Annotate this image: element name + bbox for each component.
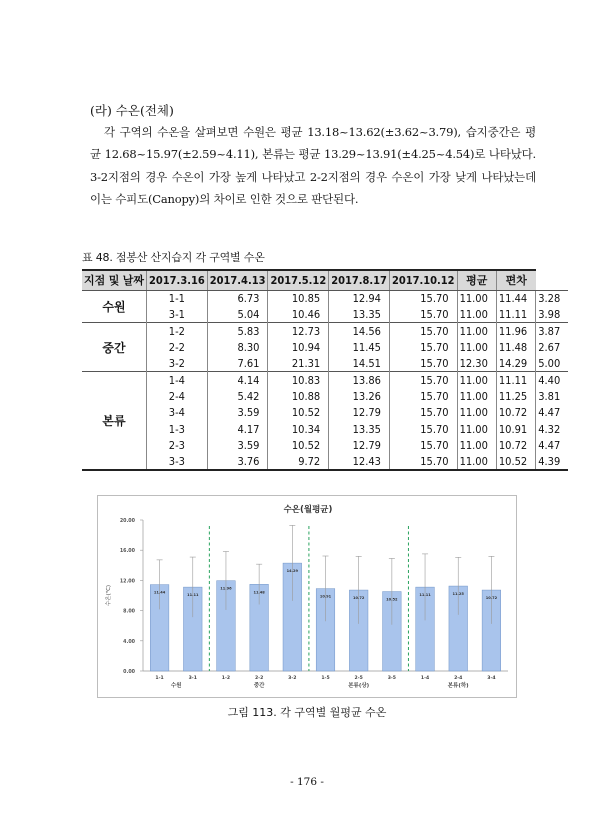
group-axis-label: 중간 [253, 683, 265, 689]
value-cell: 15.70 [389, 372, 457, 388]
value-cell: 13.35 [329, 306, 390, 322]
value-cell: 3.28 [536, 290, 569, 306]
value-cell: 11.00 [457, 421, 496, 437]
value-cell: 10.46 [268, 306, 329, 322]
table-header-row [82, 270, 568, 290]
value-cell: 12.79 [329, 405, 390, 421]
value-cell: 4.14 [207, 372, 268, 388]
value-cell: 15.70 [389, 339, 457, 355]
site-cell: 3-4 [147, 405, 208, 421]
bar-value-label: 11.11 [187, 593, 199, 598]
value-cell: 11.00 [457, 306, 496, 322]
x-tick-label: 2-2 [254, 676, 264, 681]
value-cell: 10.72 [496, 405, 535, 421]
site-cell: 1-3 [147, 421, 208, 437]
bar-value-label: 10.91 [319, 594, 332, 599]
site-cell: 1-2 [147, 323, 208, 339]
bar-value-label: 14.29 [286, 569, 299, 574]
table-row [82, 306, 568, 322]
value-cell: 12.79 [329, 438, 390, 454]
value-cell: 11.00 [457, 438, 496, 454]
header-date-1: 2017.3.16 [147, 270, 208, 290]
x-tick-label: 3-5 [387, 676, 397, 681]
section-heading: (라) 수온(전체) [90, 103, 174, 118]
site-cell: 3-2 [147, 356, 208, 372]
value-cell: 15.70 [389, 323, 457, 339]
site-cell: 1-1 [147, 290, 208, 306]
value-cell: 15.70 [389, 306, 457, 322]
chart-svg [98, 496, 518, 699]
value-cell: 11.44 [496, 290, 535, 306]
value-cell: 12.94 [329, 290, 390, 306]
table-row [82, 405, 568, 421]
value-cell: 21.31 [268, 356, 329, 372]
bar-value-label: 11.96 [220, 586, 232, 591]
value-cell: 10.94 [268, 339, 329, 355]
site-cell: 2-3 [147, 438, 208, 454]
value-cell: 11.00 [457, 388, 496, 404]
x-tick-label: 1-5 [321, 676, 330, 681]
bar-value-label: 11.44 [153, 590, 166, 595]
value-cell: 4.17 [207, 421, 268, 437]
value-cell: 3.81 [536, 388, 569, 404]
table-row [82, 323, 568, 339]
value-cell: 6.73 [207, 290, 268, 306]
value-cell: 12.73 [268, 323, 329, 339]
value-cell: 13.35 [329, 421, 390, 437]
header-date-4: 2017.8.17 [329, 270, 390, 290]
header-date-2: 2017.4.13 [207, 270, 268, 290]
temperature-chart [97, 495, 517, 698]
table-row [82, 438, 568, 454]
group-label: 본류 [82, 372, 147, 470]
section-paragraph: 각 구역의 수온을 살펴보면 수원은 평균 13.18~13.62(±3.62~3.79), 습지중간은 평균 12.68~15.97(±2.59~4.11), 본류는 평균 13.29~13.91(±4.25~4.54)로 나타났다. 3-2지점의 경우 수온이 가장 높게 나타났고 2-2지점의 경우 수온이 가장 낮게 나타났는데 이는 수피도(Canopy)의 차이로 인한 것으로 판단된다. [90, 125, 536, 207]
value-cell: 13.86 [329, 372, 390, 388]
value-cell: 5.83 [207, 323, 268, 339]
value-cell: 10.91 [496, 421, 535, 437]
value-cell: 5.42 [207, 388, 268, 404]
value-cell: 3.98 [536, 306, 569, 322]
water-temp-table [82, 269, 568, 471]
value-cell: 7.61 [207, 356, 268, 372]
value-cell: 3.59 [207, 405, 268, 421]
y-axis-label: 수온(℃) [106, 584, 112, 607]
table-row [82, 290, 568, 306]
value-cell: 10.85 [268, 290, 329, 306]
x-tick-label: 3-1 [188, 676, 197, 681]
chart-title: 수온(월평균) [283, 505, 333, 515]
header-date-3: 2017.5.12 [268, 270, 329, 290]
table-row [82, 356, 568, 372]
value-cell: 14.51 [329, 356, 390, 372]
x-tick-label: 1-4 [420, 676, 430, 681]
value-cell: 4.47 [536, 405, 569, 421]
page-number: - 176 - [290, 776, 324, 788]
x-tick-label: 3-2 [288, 676, 297, 681]
value-cell: 15.70 [389, 356, 457, 372]
y-tick-label: 16.00 [119, 549, 135, 555]
site-cell: 2-4 [147, 388, 208, 404]
y-tick-label: 4.00 [123, 639, 135, 645]
value-cell: 4.47 [536, 438, 569, 454]
table-row [82, 339, 568, 355]
table-row [82, 454, 568, 470]
value-cell: 14.29 [496, 356, 535, 372]
header-sd: 편차 [496, 270, 535, 290]
value-cell: 4.40 [536, 372, 569, 388]
value-cell: 11.11 [496, 306, 535, 322]
header-date-5: 2017.10.12 [389, 270, 457, 290]
site-cell: 3-3 [147, 454, 208, 470]
figure-caption: 그림 113. 각 구역별 월평균 수온 [227, 706, 387, 719]
value-cell: 12.30 [457, 356, 496, 372]
bar-value-label: 11.48 [253, 590, 265, 595]
value-cell: 5.04 [207, 306, 268, 322]
value-cell: 3.87 [536, 323, 569, 339]
y-tick-label: 12.00 [119, 579, 135, 585]
value-cell: 10.52 [268, 405, 329, 421]
value-cell: 11.00 [457, 372, 496, 388]
x-tick-label: 1-1 [155, 676, 164, 681]
group-axis-label: 본류(상) [348, 683, 370, 689]
table-row [82, 388, 568, 404]
value-cell: 3.59 [207, 438, 268, 454]
group-axis-label: 본류(하) [447, 683, 469, 689]
site-cell: 2-2 [147, 339, 208, 355]
value-cell: 10.52 [496, 454, 535, 470]
y-tick-label: 20.00 [119, 519, 135, 524]
value-cell: 15.70 [389, 290, 457, 306]
value-cell: 11.45 [329, 339, 390, 355]
site-cell: 1-4 [147, 372, 208, 388]
value-cell: 15.70 [389, 438, 457, 454]
value-cell: 13.26 [329, 388, 390, 404]
bar-value-label: 11.25 [452, 592, 464, 597]
value-cell: 2.67 [536, 339, 569, 355]
group-axis-label: 수원 [170, 683, 182, 689]
value-cell: 11.00 [457, 290, 496, 306]
value-cell: 14.56 [329, 323, 390, 339]
value-cell: 15.70 [389, 388, 457, 404]
value-cell: 4.39 [536, 454, 569, 470]
value-cell: 11.00 [457, 339, 496, 355]
value-cell: 8.30 [207, 339, 268, 355]
value-cell: 5.00 [536, 356, 569, 372]
x-tick-label: 3-4 [487, 676, 496, 681]
value-cell: 11.00 [457, 454, 496, 470]
x-tick-label: 1-2 [221, 676, 231, 681]
value-cell: 12.43 [329, 454, 390, 470]
value-cell: 10.34 [268, 421, 329, 437]
x-tick-label: 2-4 [454, 676, 463, 681]
table-row [82, 372, 568, 388]
header-mean: 평균 [457, 270, 496, 290]
value-cell: 10.52 [268, 438, 329, 454]
bar-value-label: 10.72 [352, 596, 365, 601]
value-cell: 15.70 [389, 405, 457, 421]
value-cell: 10.83 [268, 372, 329, 388]
bar-value-label: 11.11 [419, 593, 431, 598]
value-cell: 11.25 [496, 388, 535, 404]
value-cell: 15.70 [389, 454, 457, 470]
value-cell: 11.11 [496, 372, 535, 388]
value-cell: 11.00 [457, 323, 496, 339]
value-cell: 10.72 [496, 438, 535, 454]
value-cell: 15.70 [389, 421, 457, 437]
bar-value-label: 10.52 [386, 597, 398, 602]
table-caption: 표 48. 점봉산 산지습지 각 구역별 수온 [82, 251, 265, 264]
value-cell: 11.96 [496, 323, 535, 339]
value-cell: 4.32 [536, 421, 569, 437]
value-cell: 10.88 [268, 388, 329, 404]
table-row [82, 421, 568, 437]
y-tick-label: 0.00 [123, 670, 135, 675]
x-tick-label: 2-5 [354, 676, 363, 681]
group-label: 수원 [82, 290, 147, 323]
y-tick-label: 8.00 [123, 609, 135, 615]
site-cell: 3-1 [147, 306, 208, 322]
group-label: 중간 [82, 323, 147, 372]
header-site: 지점 및 날짜 [82, 270, 147, 290]
value-cell: 11.00 [457, 405, 496, 421]
value-cell: 11.48 [496, 339, 535, 355]
value-cell: 3.76 [207, 454, 268, 470]
value-cell: 9.72 [268, 454, 329, 470]
bar-value-label: 10.72 [485, 596, 498, 601]
